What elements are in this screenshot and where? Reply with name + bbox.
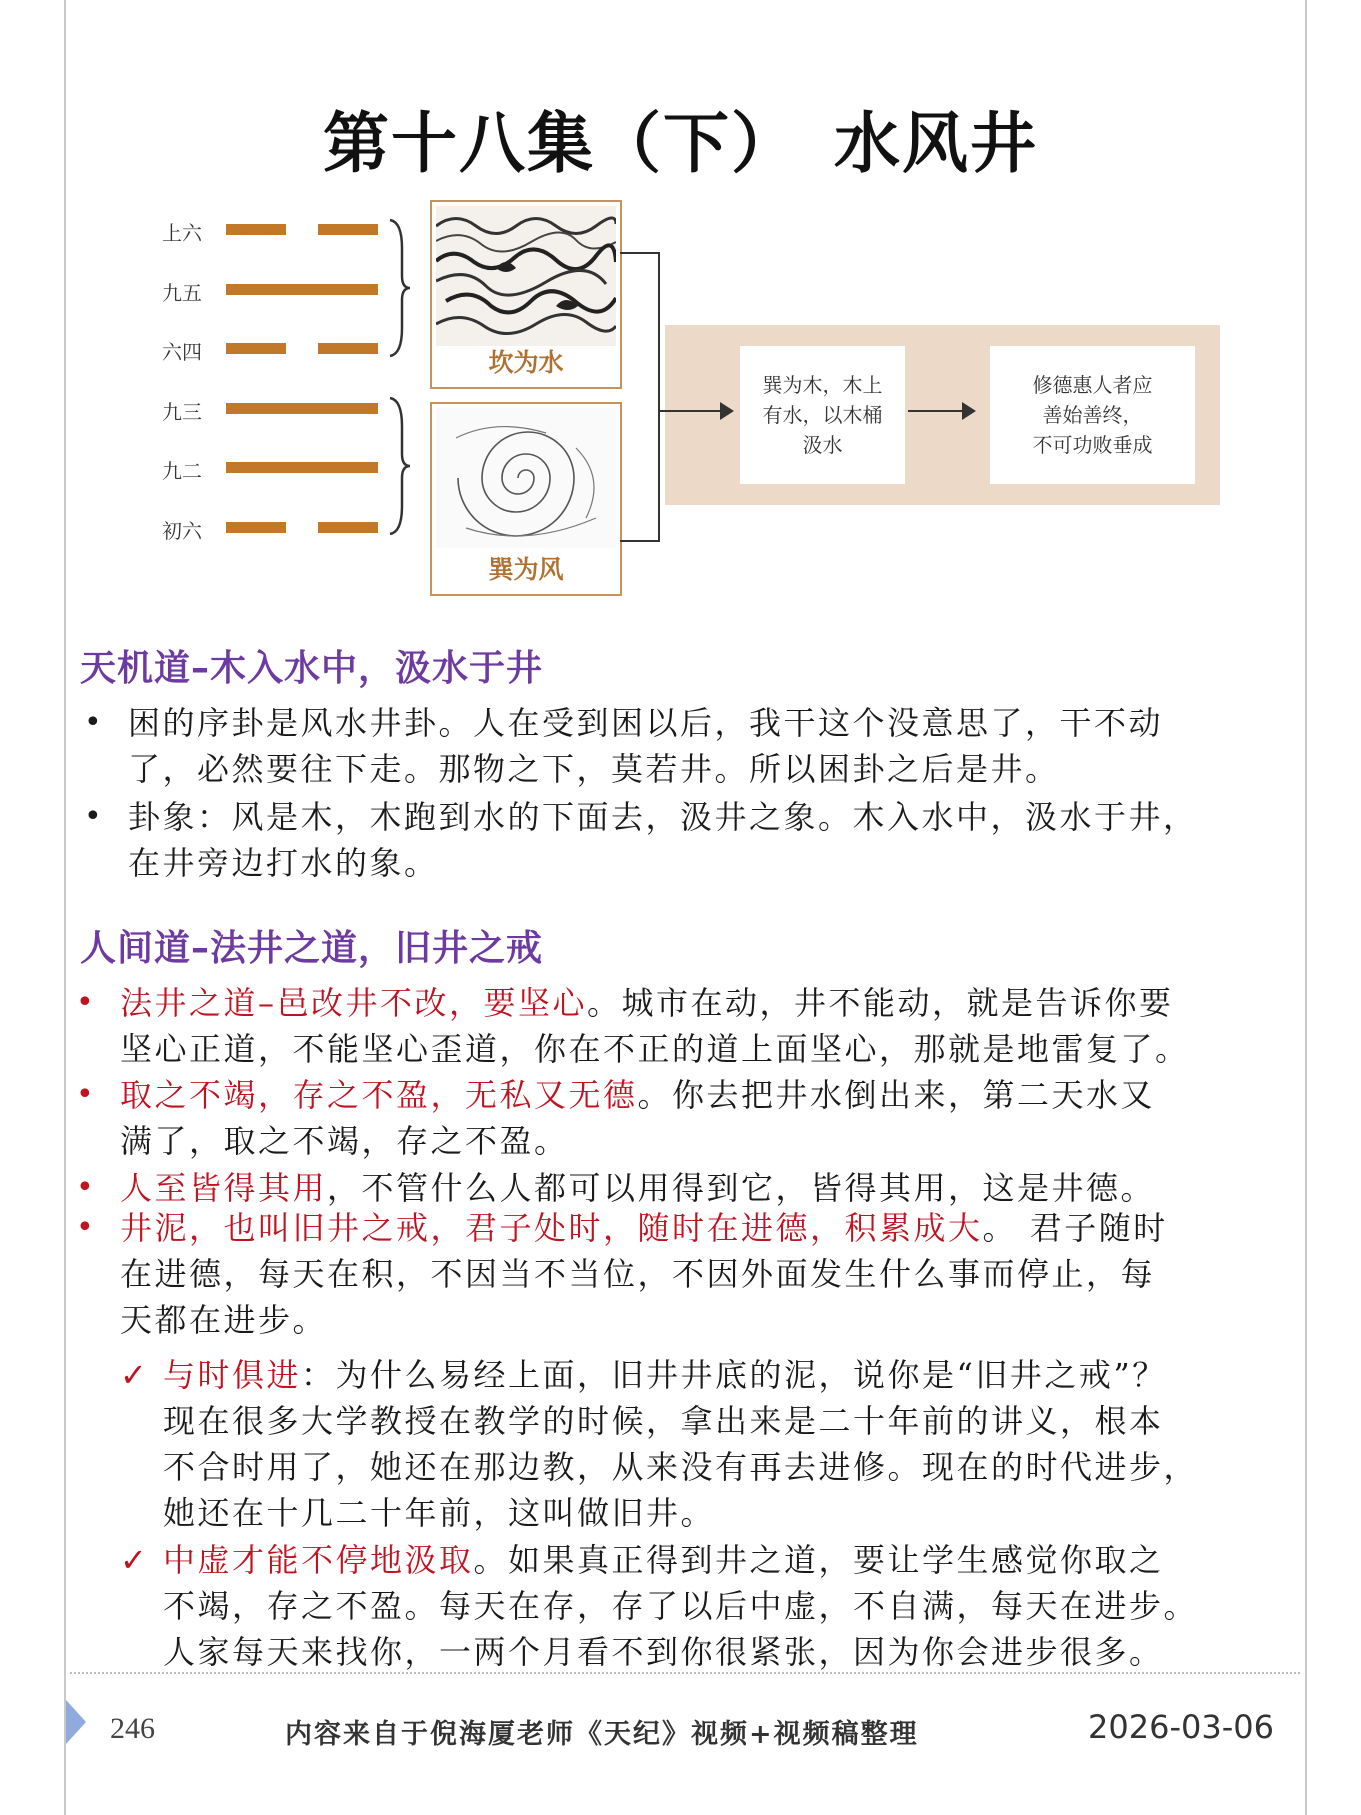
emphasis-text: 井泥，也叫旧井之戒，君子处时，随时在进德，积累成大 [120, 1209, 983, 1247]
emphasis-text: 法井之道–邑改井不改，要坚心 [120, 984, 588, 1022]
paragraph-line: 卦象：风是木，木跑到水的下面去，汲井之象。木入水中，汲水于井， [128, 798, 1198, 836]
yin-line-left [226, 224, 286, 235]
body-text: 。城市在动，井不能动，就是告诉你要 [587, 984, 1174, 1022]
flow-box-meaning-line: 有水，以木桶 [762, 403, 883, 427]
bullet-dot: • [76, 1077, 94, 1112]
line-label-3: 九三 [162, 400, 202, 424]
yin-line-right [318, 224, 378, 235]
connector-line [620, 540, 660, 542]
water-trigram-caption: 坎为水 [488, 348, 564, 377]
line-label-5: 九五 [162, 281, 202, 305]
paragraph [163, 1352, 1303, 1536]
lower-brace-icon [388, 396, 412, 536]
bullet-dot: • [84, 799, 102, 834]
paragraph [120, 980, 1300, 1072]
flow-box-lesson-line: 不可功败垂成 [1032, 433, 1153, 457]
yin-line-left [226, 522, 286, 533]
connector-line [658, 252, 660, 542]
yang-line [226, 403, 378, 414]
paragraph-line: 在井旁边打水的象。 [128, 844, 439, 882]
paragraph-line: 她还在十几二十年前，这叫做旧井。 [163, 1494, 716, 1532]
line-label-2: 九二 [162, 459, 202, 483]
line-label-top: 上六 [162, 221, 202, 245]
yin-line-right [318, 343, 378, 354]
line-label-4: 六四 [162, 340, 202, 364]
body-text: 。如果真正得到井之道，要让学生感觉你取之 [473, 1541, 1164, 1579]
page-number: 246 [110, 1712, 155, 1745]
paragraph [120, 1205, 1300, 1343]
section-heading-tianji: 天机道–木入水中，汲水于井 [80, 648, 544, 689]
yang-line [226, 284, 378, 295]
flow-box-meaning [740, 346, 905, 484]
body-text: 。你去把井水倒出来，第二天水又 [637, 1076, 1156, 1114]
arrow-line [658, 410, 728, 412]
footer-source: 内容来自于倪海厦老师《天纪》视频+视频稿整理 [285, 1719, 919, 1750]
arrow-line [908, 410, 968, 412]
bullet-dot: • [76, 1170, 94, 1205]
paragraph [163, 1537, 1303, 1675]
connector-line [620, 252, 660, 254]
wind-trigram-box [430, 402, 622, 596]
yin-line-left [226, 343, 286, 354]
checkmark-icon: ✓ [120, 1356, 147, 1394]
flow-box-lesson-line: 善始善终， [1042, 403, 1143, 427]
upper-brace-icon [388, 218, 412, 358]
body-text: ，不管什么人都可以用得到它，皆得其用，这是井德。 [327, 1169, 1156, 1207]
flow-box-meaning-line: 汲水 [802, 433, 843, 457]
footer-date: 2026-03-06 [1088, 1708, 1274, 1746]
emphasis-text: 中虚才能不停地汲取 [163, 1541, 474, 1579]
emphasis-text: 人至皆得其用 [120, 1169, 328, 1207]
arrow-right-icon [962, 402, 976, 420]
paragraph [120, 1072, 1300, 1164]
paragraph-line: 现在很多大学教授在教学的时候，拿出来是二十年前的讲义，根本 [163, 1402, 1164, 1440]
page-border-right [1305, 0, 1307, 1815]
page-marker-icon [66, 1700, 86, 1744]
paragraph-line: 困的序卦是风水井卦。人在受到困以后，我干这个没意思了，干不动 [128, 704, 1164, 742]
emphasis-text: 取之不竭，存之不盈，无私又无德 [120, 1076, 638, 1114]
flow-box-meaning-line: 巽为木，木上 [762, 373, 883, 397]
checkmark-icon: ✓ [120, 1541, 147, 1579]
bullet-dot: • [76, 985, 94, 1020]
section-heading-renjian: 人间道–法井之道，旧井之戒 [80, 928, 544, 969]
hexagram-diagram [150, 200, 1230, 630]
wind-swirl-icon [436, 408, 616, 548]
yang-line [226, 462, 378, 473]
footer-divider [70, 1672, 1300, 1674]
paragraph-line: 在进德，每天在积，不因当不当位，不因外面发生什么事而停止，每 [120, 1255, 1156, 1293]
paragraph-line: 坚心正道，不能坚心歪道，你在不正的道上面坚心，那就是地雷复了。 [120, 1030, 1190, 1068]
paragraph-line: 了，必然要往下走。那物之下，莫若井。所以困卦之后是井。 [128, 750, 1060, 788]
body-text: 。 君子随时 [982, 1209, 1168, 1247]
flow-box-lesson [990, 346, 1195, 484]
paragraph-line: 不竭，存之不盈。每天在存，存了以后中虚，不自满，每天在进步。 [163, 1587, 1199, 1625]
arrow-right-icon [720, 402, 734, 420]
paragraph [128, 700, 1308, 792]
flow-box-lesson-line: 修德惠人者应 [1032, 373, 1153, 397]
yin-line-right [318, 522, 378, 533]
bullet-dot: • [84, 705, 102, 740]
water-trigram-box [430, 200, 622, 389]
paragraph-line: 天都在进步。 [120, 1301, 328, 1339]
emphasis-text: 与时俱进 [163, 1356, 302, 1394]
wind-trigram-caption: 巽为风 [488, 555, 564, 584]
body-text: ：为什么易经上面，旧井井底的泥，说你是“旧井之戒”？ [301, 1356, 1167, 1394]
page-title: 第十八集（下） 水风井 [323, 105, 1038, 182]
paragraph-line: 满了，取之不竭，存之不盈。 [120, 1122, 569, 1160]
paragraph-line: 人家每天来找你，一两个月看不到你很紧张，因为你会进步很多。 [163, 1633, 1164, 1671]
page-border-left [64, 0, 66, 1815]
line-label-1: 初六 [162, 519, 202, 543]
bullet-dot: • [76, 1210, 94, 1245]
paragraph [128, 794, 1308, 886]
water-waves-icon [436, 206, 616, 346]
paragraph-line: 不合时用了，她还在那边教，从来没有再去进修。现在的时代进步， [163, 1448, 1199, 1486]
